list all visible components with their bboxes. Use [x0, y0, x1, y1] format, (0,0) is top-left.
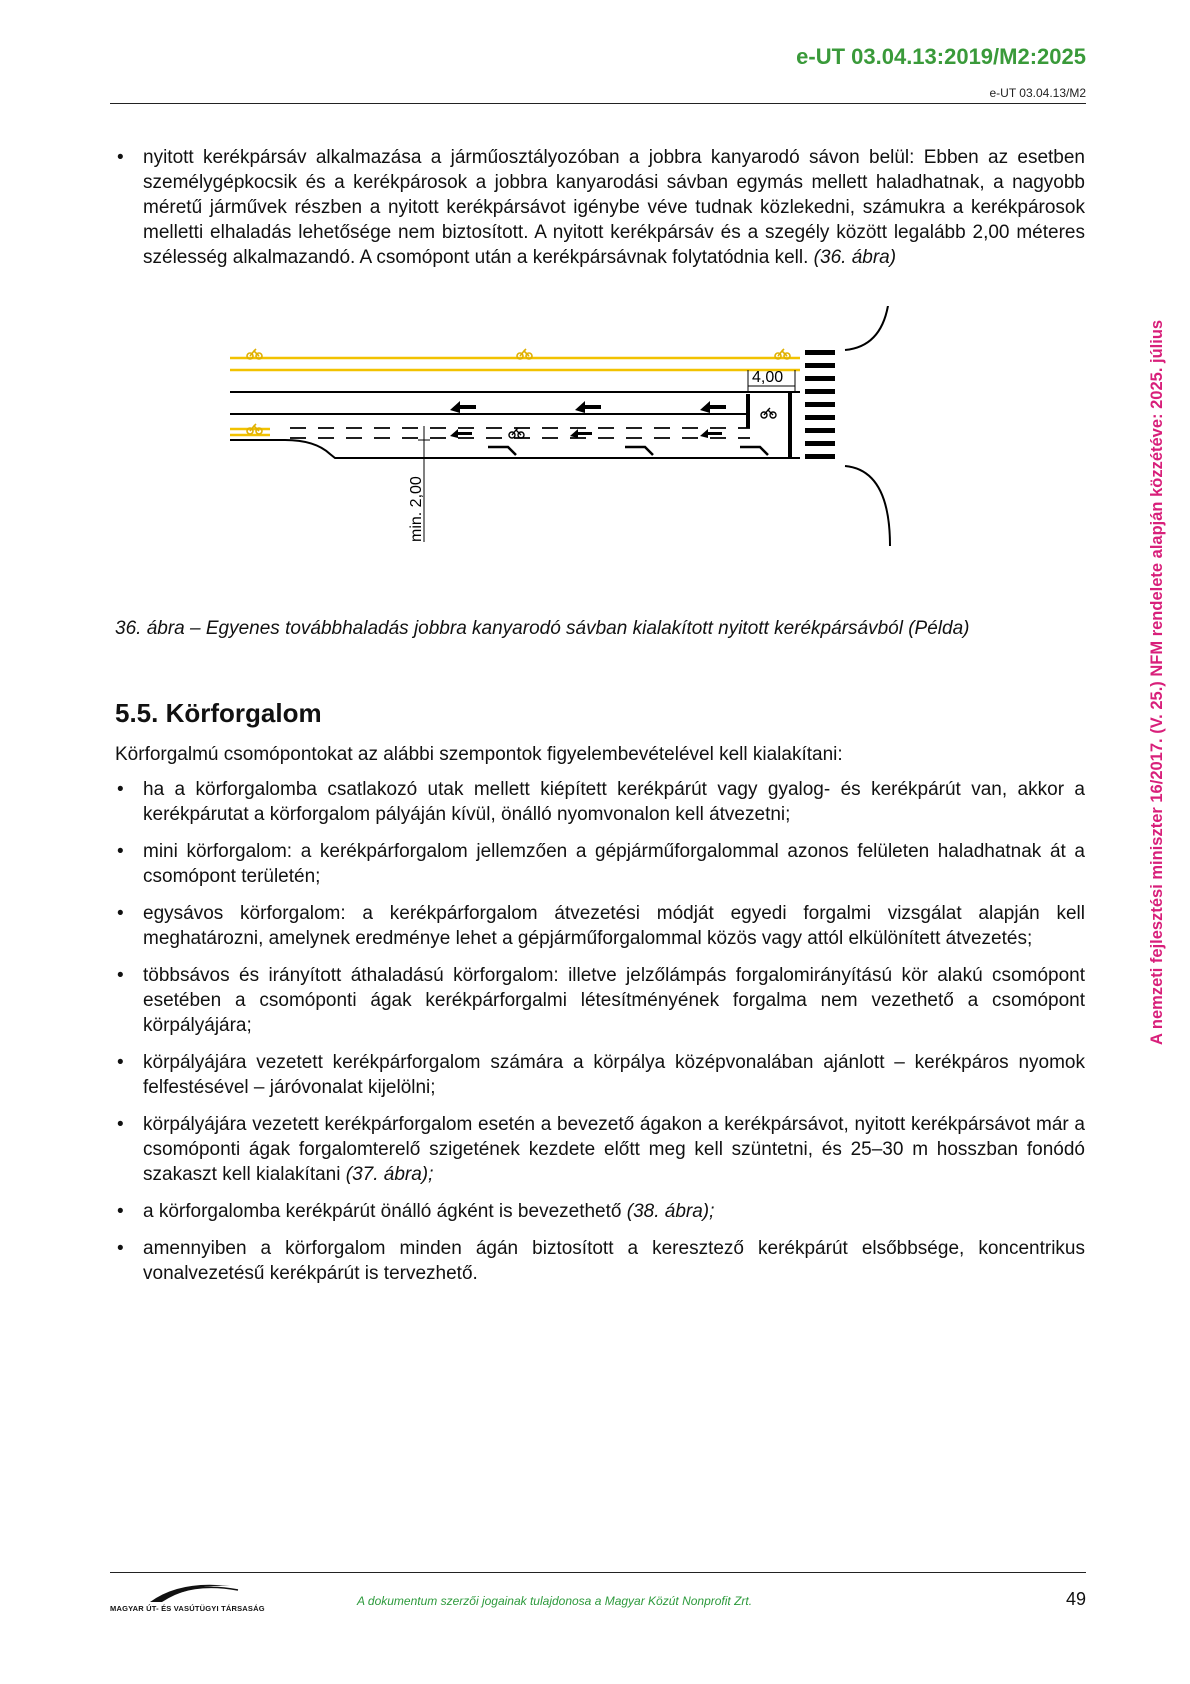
road-diagram-svg	[230, 306, 970, 596]
right-turn-arrows	[488, 447, 768, 455]
section-intro: Körforgalmú csomópontokat az alábbi szempontok figyelembevételével kell kialakítani:	[115, 744, 843, 765]
intro-bullet	[115, 145, 1085, 270]
section-roundabout	[115, 696, 1085, 1298]
straight-arrow-icon	[450, 401, 476, 413]
small-arrow-icon	[450, 429, 472, 438]
list-item-text: ha a körforgalomba csatlakozó utak mellett kiépített kerékpárút vagy gyalog- és kerékpárút van, akkor a kerékpárutat a körforgalom pályáján kívül, önálló nyomvonalon kell átvezetni;	[143, 779, 1085, 825]
list-item-text: körpályájára vezetett kerékpárforgalom esetén a bevezető ágakon a kerékpársávot, nyitott kerékpársávot már a csomóponti ágak forgalomterelő szigetének kezdete előtt meg kell szüntetni, és 25–30 m hosszban fonódó szakaszt kell kialakítani	[143, 1114, 1085, 1185]
bicycle-icon	[761, 408, 776, 418]
curb-return-top	[845, 306, 890, 350]
society-logo	[110, 1578, 265, 1618]
intro-content	[115, 145, 1085, 270]
list-item	[115, 839, 1085, 889]
list-item-text: többsávos és irányított áthaladású körforgalom: illetve jelzőlámpás forgalomirányítású kör alakú csomópont esetében a csomóponti ágak kerékpárforgalmi létesítményének forgalma nem vezethető a csomópont körpályájára;	[143, 965, 1085, 1036]
list-item	[115, 1199, 1085, 1224]
list-item-text: egysávos körforgalom: a kerékpárforgalom átvezetési módját egyedi forgalmi vizsgálat alapján kell meghatározni, amelynek eredménye lehet a gépjárműforgalommal közös vagy attól elkülönített átvezetés;	[143, 903, 1085, 949]
publication-side-note: A nemzeti fejlesztési miniszter 16/2017. (V. 25.) NFM rendelete alapján közzétéve: 2025. július	[1148, 319, 1166, 1045]
dimension-side-label: min. 2,00	[408, 476, 425, 542]
list-item	[115, 901, 1085, 951]
list-item-figure-ref: (38. ábra);	[626, 1201, 715, 1222]
list-item-figure-ref: (37. ábra);	[345, 1164, 434, 1185]
list-item-text: körpályájára vezetett kerékpárforgalom számára a körpálya középvonalában ajánlott – kerékpáros nyomok felfestésével – járóvonalat kijelölni;	[143, 1052, 1085, 1098]
straight-arrow-icon	[575, 401, 601, 413]
right-turn-arrow-icon	[740, 447, 768, 455]
right-turn-arrow-icon	[488, 447, 516, 455]
logo-swoosh-icon	[110, 1578, 260, 1604]
list-item-text: a körforgalomba kerékpárút önálló ágként is bevezethető	[143, 1201, 622, 1222]
list-item	[115, 1236, 1085, 1286]
figure-36-road-diagram	[230, 306, 970, 596]
list-item	[115, 1112, 1085, 1187]
list-item	[115, 963, 1085, 1038]
header-rule	[110, 103, 1086, 104]
intro-bullet-figure-ref: (36. ábra)	[813, 247, 897, 268]
logo-text: MAGYAR ÚT- ÉS VASÚTÜGYI TÁRSASÁG	[110, 1604, 265, 1613]
section-title: 5.5. Körforgalom	[115, 698, 322, 728]
figure-caption: 36. ábra – Egyenes továbbhaladás jobbra kanyarodó sávban kialakított nyitott kerékpársávból (Példa)	[115, 618, 970, 639]
list-item	[115, 777, 1085, 827]
intro-bullet-text: nyitott kerékpársáv alkalmazása a járműosztályozóban a jobbra kanyarodó sávon belül: Ebben az esetben személygépkocsik és a kerékpárosok a jobbra kanyarodási sávban egymás mellett haladhatnak, a nagyobb méretű járművek részben a nyitott kerékpársávot igénybe véve tudnak közlekedni, számukra a kerékpárosok melletti elhaladás lehetősége nem biztosított. A nyitott kerékpársáv és a szegély között legalább 2,00 méteres szélesség alkalmazandó. A csomópont után a kerékpársávnak folytatódnia kell.	[143, 147, 1085, 268]
dimension-top-label: 4,00	[752, 369, 784, 386]
straight-arrows	[450, 401, 726, 438]
right-turn-arrow-icon	[625, 447, 653, 455]
list-item	[115, 1050, 1085, 1100]
footer-rule	[110, 1572, 1086, 1573]
list-item-text: amennyiben a körforgalom minden ágán biztosított a keresztező kerékpárút elsőbbsége, koncentrikus vonalvezetésű kerékpárút is tervezhető.	[143, 1238, 1085, 1284]
straight-arrow-icon	[700, 401, 726, 413]
roundabout-bullet-list	[115, 777, 1085, 1286]
small-arrow-icon	[700, 429, 722, 438]
document-subcode: e-UT 03.04.13/M2	[989, 86, 1086, 100]
copyright-notice: A dokumentum szerzői jogainak tulajdonosa a Magyar Közút Nonprofit Zrt.	[357, 1594, 753, 1608]
bicycle-icon	[509, 428, 524, 438]
curb-return-bottom	[845, 466, 890, 546]
list-item-text: mini körforgalom: a kerékpárforgalom jellemzően a gépjárműforgalommal azonos felületen haladhatnak át a csomópont területén;	[143, 841, 1085, 887]
intro-bullet-list	[115, 145, 1085, 270]
document-code: e-UT 03.04.13:2019/M2:2025	[796, 44, 1086, 69]
pedestrian-crossing	[805, 350, 835, 459]
bike-symbols-black	[509, 408, 776, 438]
page-number: 49	[1065, 1589, 1086, 1609]
small-arrow-icon	[570, 429, 592, 438]
